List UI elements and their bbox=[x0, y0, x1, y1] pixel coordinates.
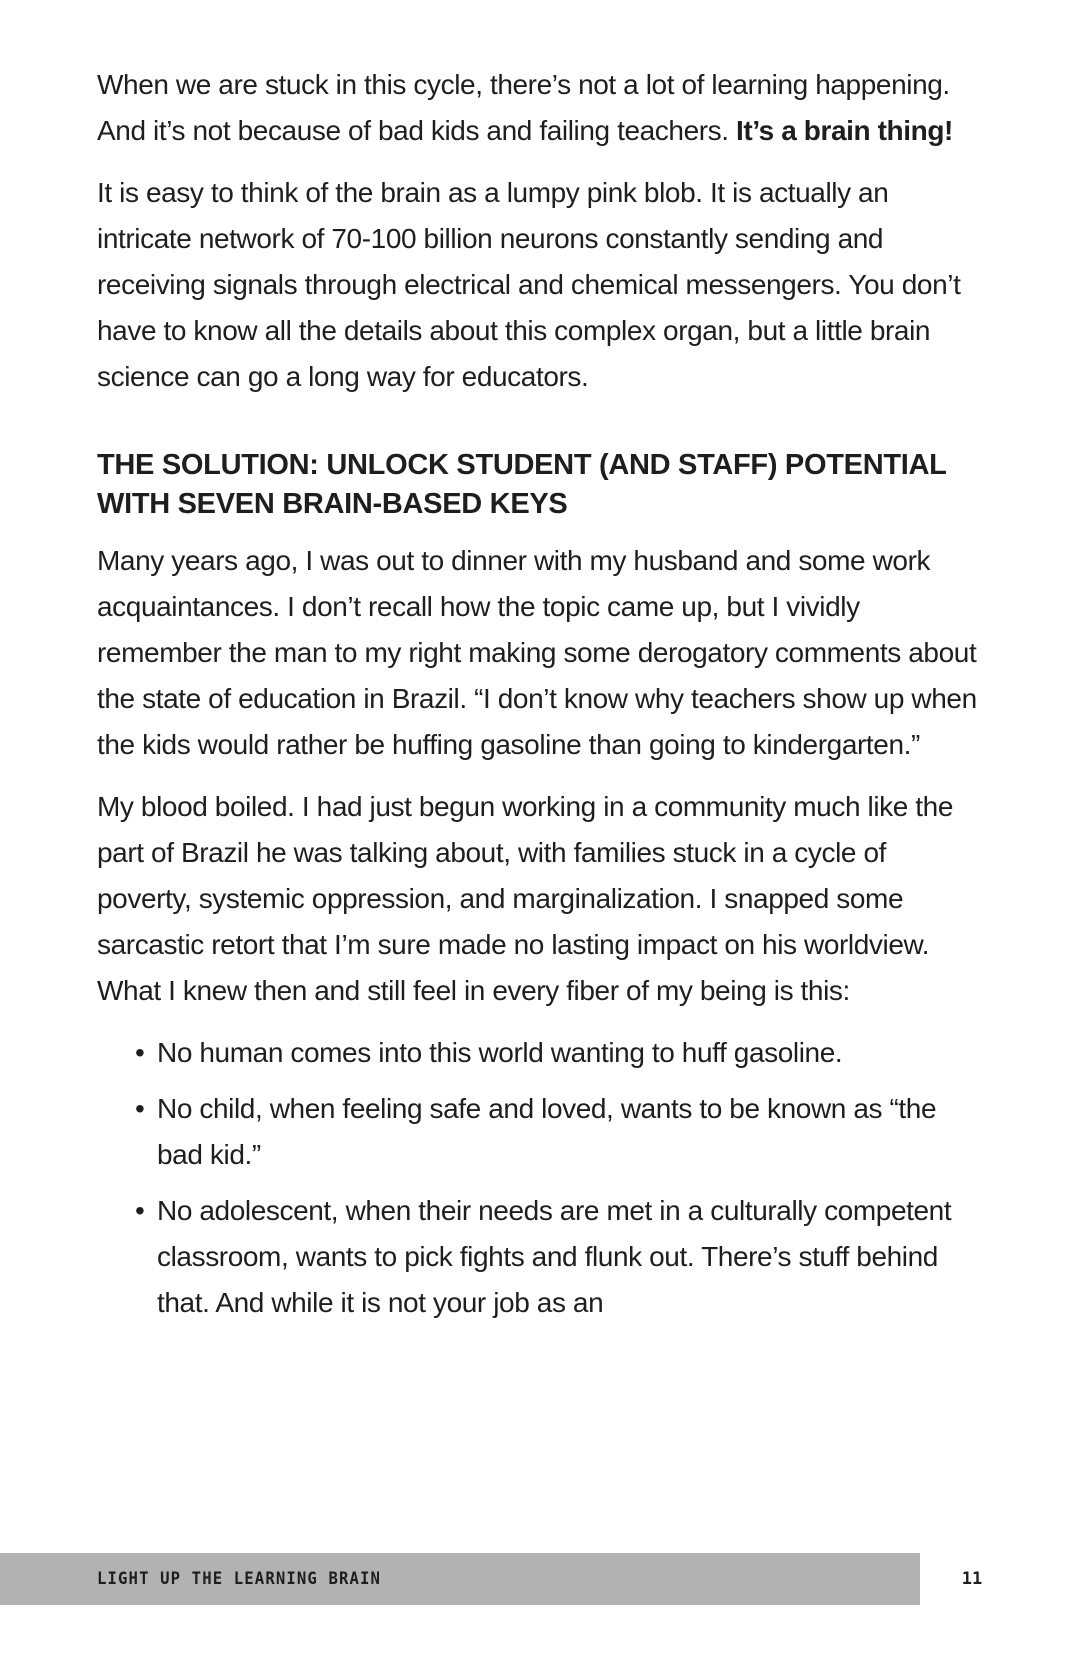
list-item-text: No child, when feeling safe and loved, wants to be known as “the bad kid.” bbox=[157, 1093, 937, 1170]
brain-thing-emphasis: It’s a brain thing! bbox=[736, 115, 953, 146]
belief-bullet-list bbox=[97, 1030, 987, 1326]
section-heading: THE SOLUTION: UNLOCK STUDENT (AND STAFF) POTENTIAL WITH SEVEN BRAIN-BASED KEYS bbox=[97, 449, 947, 520]
page-content bbox=[97, 62, 987, 1336]
list-item bbox=[137, 1188, 987, 1326]
bullet-icon: • bbox=[135, 1093, 145, 1124]
list-item bbox=[137, 1086, 987, 1178]
bullet-icon: • bbox=[135, 1037, 145, 1068]
page-number: 11 bbox=[961, 1569, 983, 1589]
list-item-text: No adolescent, when their needs are met in a culturally competent classroom, wants to pick fights and flunk out. There’s stuff behind that. And while it is not your job as an bbox=[157, 1195, 952, 1318]
list-item bbox=[137, 1030, 987, 1076]
footer-book-title: LIGHT UP THE LEARNING BRAIN bbox=[97, 1569, 382, 1589]
list-item-text: No human comes into this world wanting to huff gasoline. bbox=[157, 1037, 843, 1068]
paragraph-brain-thing bbox=[97, 62, 987, 154]
paragraph-dinner-story: Many years ago, I was out to dinner with my husband and some work acquaintances. I don’t recall how the topic came up, but I vividly remember the man to my right making some derogatory comments about the state of education in Brazil. “I don’t know why teachers show up when the kids would rather be huffing gasoline than going to kindergarten.” bbox=[97, 545, 977, 760]
paragraph-brain-network: It is easy to think of the brain as a lumpy pink blob. It is actually an intricate network of 70-100 billion neurons constantly sending and receiving signals through electrical and chemical messengers. You don’t have to know all the details about this complex organ, but a little brain science can go a long way for educators. bbox=[97, 177, 961, 392]
paragraph-brain-thing-text: When we are stuck in this cycle, there’s not a lot of learning happening. And it’s not because of bad kids and failing teachers. bbox=[97, 69, 950, 146]
bullet-icon: • bbox=[135, 1195, 145, 1226]
footer-bar bbox=[0, 1553, 920, 1605]
paragraph-blood-boiled: My blood boiled. I had just begun working in a community much like the part of Brazil he was talking about, with families stuck in a cycle of poverty, systemic oppression, and marginalization. I snapped some sarcastic retort that I’m sure made no lasting impact on his worldview. What I knew then and still feel in every fiber of my being is this: bbox=[97, 791, 954, 1006]
